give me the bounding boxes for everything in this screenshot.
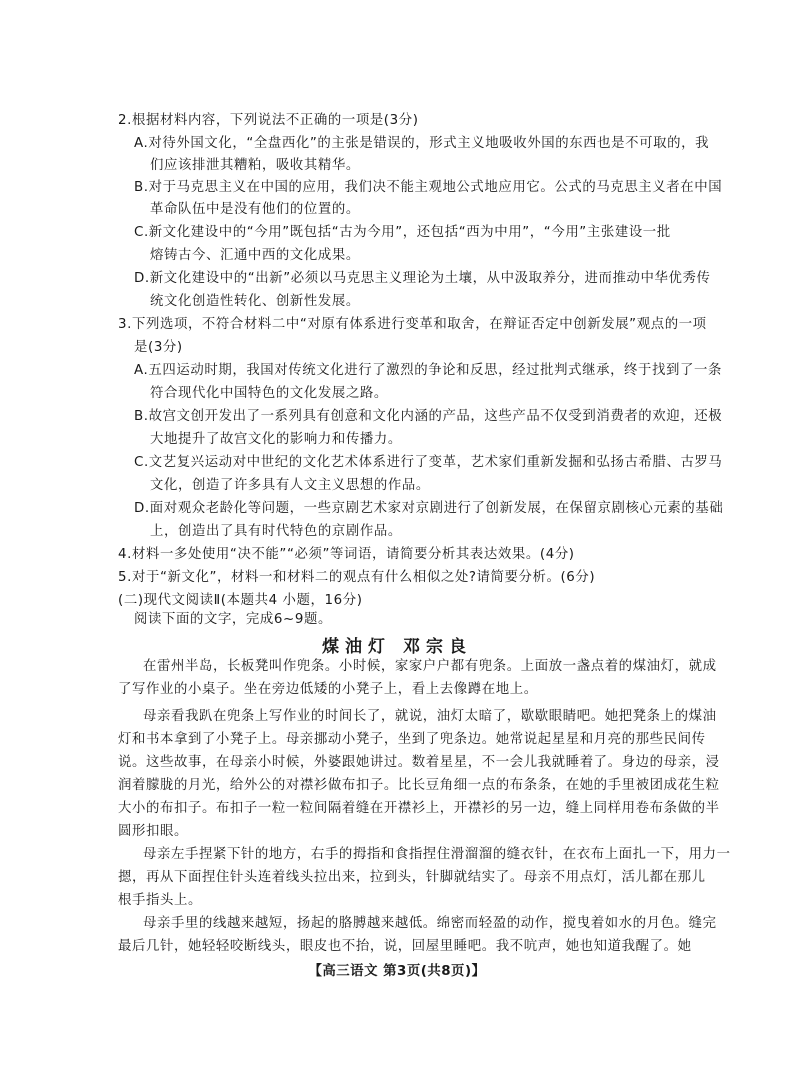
q2-option-c-cont: 熔铸古今、汇通中西的文化成果。 — [150, 248, 360, 263]
paragraph-2-line-2: 灯和书本拿到了小凳子上。母亲挪动小凳子，坐到了兜条边。她常说起星星和月亮的那些民间传 — [118, 732, 706, 747]
q2-option-b: B.对于马克思主义在中国的应用，我们决不能主观地公式地应用它。公式的马克思主义者在中国 — [134, 180, 723, 195]
q3-option-c: C.文艺复兴运动对中世纪的文化艺术体系进行了变革，艺术家们重新发掘和弘扬古希腊、古罗马 — [134, 455, 723, 470]
paragraph-2-line-6: 圆形扣眼。 — [118, 824, 188, 839]
q3-option-d-cont: 上，创造出了具有时代特色的京剧作品。 — [150, 524, 402, 539]
paragraph-1-line-2: 了写作业的小桌子。坐在旁边低矮的小凳子上，看上去像蹲在地上。 — [118, 682, 538, 697]
q2-option-a: A.对待外国文化，“全盘西化”的主张是错误的，形式主义地吸收外国的东西也是不可取的，我 — [134, 136, 710, 151]
q2-option-a-cont: 们应该排泄其糟粕，吸收其精华。 — [150, 158, 360, 173]
q3-option-a-cont: 符合现代化中国特色的文化发展之路。 — [150, 386, 388, 401]
paragraph-2-line-1: 母亲看我趴在兜条上写作业的时间长了，就说，油灯太暗了，歇歇眼睛吧。她把凳条上的煤油 — [143, 709, 717, 724]
paragraph-2-line-3: 说。这些故事，在母亲小时候，外婆跟她讲过。数着星星，不一会儿我就睡着了。身边的母亲，浸 — [118, 755, 720, 770]
paragraph-4-line-2: 最后几针，她轻轻咬断线头，眼皮也不抬，说，回屋里睡吧。我不吭声，她也知道我醒了。她 — [118, 939, 692, 954]
q3-option-b-cont: 大地提升了故宫文化的影响力和传播力。 — [150, 432, 402, 447]
q3-option-d: D.面对观众老龄化等问题，一些京剧艺术家对京剧进行了创新发展，在保留京剧核心元素的基础 — [134, 501, 724, 516]
section-heading: (二)现代文阅读Ⅱ(本题共4 小题，16分) — [118, 593, 363, 608]
q4-stem: 4.材料一多处使用“决不能”“必须”等词语，请简要分析其表达效果。(4分) — [118, 547, 575, 562]
q3-stem: 3.下列选项，不符合材料二中“对原有体系进行变革和取舍，在辩证否定中创新发展”观点的一项 — [118, 317, 707, 332]
paragraph-3-line-1: 母亲左手捏紧下针的地方，右手的拇指和食指捏住滑溜溜的缝衣针，在衣布上面扎一下，用力一 — [143, 847, 731, 862]
q2-option-c: C.新文化建设中的“今用”既包括“古为今用”，还包括“西为中用”，“今用”主张建设一批 — [134, 225, 671, 240]
q3-stem-cont: 是(3分) — [134, 340, 183, 355]
q3-option-a: A.五四运动时期，我国对传统文化进行了激烈的争论和反思，经过批判式继承，终于找到了一条 — [134, 363, 722, 378]
q5-stem: 5.对于“新文化”，材料一和材料二的观点有什么相似之处?请简要分析。(6分) — [118, 570, 596, 585]
page-footer: 【高三语文 第3页(共8页)】 — [308, 964, 486, 979]
q2-option-b-cont: 革命队伍中是没有他们的位置的。 — [150, 202, 360, 217]
paragraph-4-line-1: 母亲手里的线越来越短，扬起的胳膊越来越低。绵密而轻盈的动作，搅曳着如水的月色。缝完 — [143, 916, 717, 931]
q2-option-d: D.新文化建设中的“出新”必须以马克思主义理论为土壤，从中汲取养分，进而推动中华优秀传 — [134, 271, 711, 286]
passage-title: 煤油灯 邓宗良 — [322, 637, 472, 657]
q3-option-c-cont: 文化，创造了许多具有人文主义思想的作品。 — [150, 478, 430, 493]
q3-option-b: B.故宫文创开发出了一系列具有创意和文化内涵的产品，这些产品不仅受到消费者的欢迎，还极 — [134, 409, 723, 424]
q2-option-d-cont: 统文化创造性转化、创新性发展。 — [150, 294, 360, 309]
paragraph-3-line-3: 根手指头上。 — [118, 893, 202, 908]
paragraph-2-line-5: 大小的布扣子。布扣子一粒一粒间隔着缝在开襟衫上，开襟衫的另一边，缝上同样用卷布条做的半 — [118, 801, 720, 816]
paragraph-3-line-2: 摁，再从下面捏住针头连着线头拉出来，拉到头，针脚就结实了。母亲不用点灯，活儿都在那儿 — [118, 870, 706, 885]
q2-stem: 2.根据材料内容，下列说法不正确的一项是(3分) — [118, 113, 419, 128]
paragraph-2-line-4: 润着朦胧的月光，给外公的对襟衫做布扣子。比长豆角细一点的布条条，在她的手里被团成花生粒 — [118, 778, 720, 793]
reading-instruction: 阅读下面的文字，完成6~9题。 — [134, 612, 332, 627]
paragraph-1-line-1: 在雷州半岛，长板凳叫作兜条。小时候，家家户户都有兜条。上面放一盏点着的煤油灯，就成 — [143, 659, 717, 674]
